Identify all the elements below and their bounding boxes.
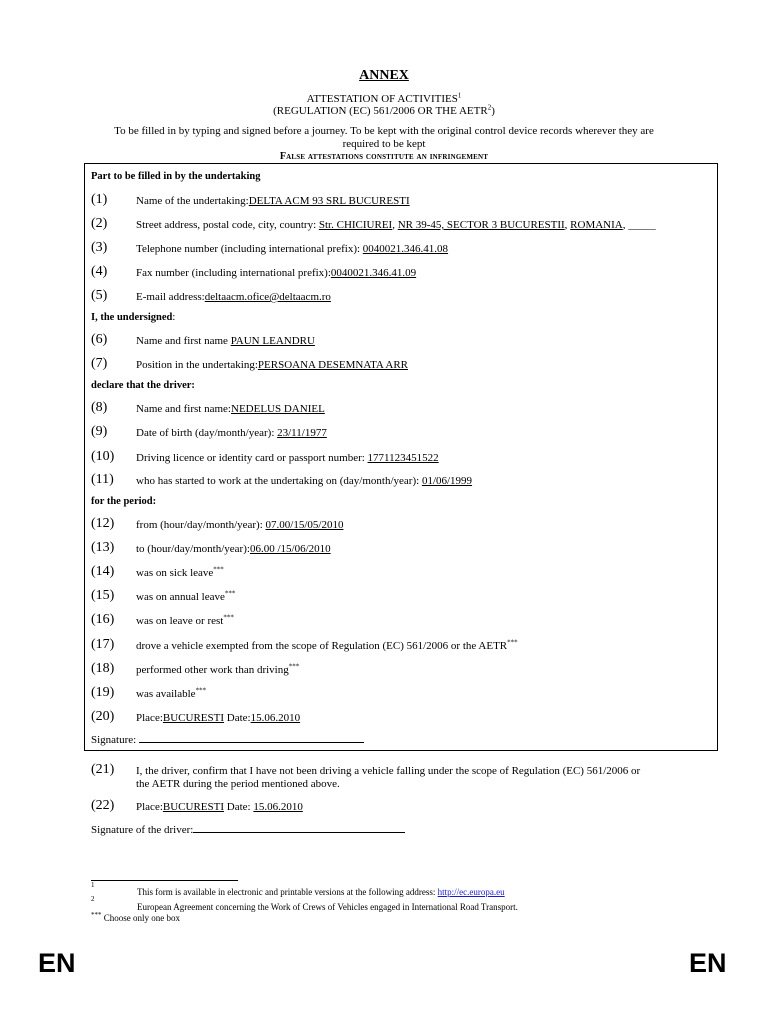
option-exempted-vehicle[interactable]: drove a vehicle exempted from the scope of Regulation (EC) 561/2006 or the AETR*** (136, 638, 518, 652)
item-7-number: (7) (91, 356, 108, 371)
signature-line (139, 733, 364, 743)
driver-place-date-field[interactable]: Place:BUCURESTI Date: 15.06.2010 (136, 801, 303, 813)
footnote-separator (91, 880, 238, 881)
email-field[interactable]: E-mail address:deltaacm.ofice@deltaacm.ro (136, 291, 331, 303)
option-annual-leave[interactable]: was on annual leave*** (136, 589, 236, 603)
footnote-1-mark: 1 (91, 881, 95, 889)
driver-confirmation-line-2: the AETR during the period mentioned above. (136, 778, 340, 790)
footnote-2: European Agreement concerning the Work of Crews of Vehicles engaged in International Road Transport. (137, 902, 518, 912)
footnote-3: *** Choose only one box (91, 911, 180, 923)
item-16-number: (16) (91, 612, 115, 627)
item-14-number: (14) (91, 564, 115, 579)
item-2-number: (2) (91, 216, 108, 231)
undertaking-name-field[interactable]: Name of the undertaking:DELTA ACM 93 SRL BUCURESTI (136, 195, 410, 207)
undertaking-place-date-field[interactable]: Place:BUCURESTI Date:15.06.2010 (136, 712, 301, 724)
option-available[interactable]: was available*** (136, 686, 207, 700)
item-18-number: (18) (91, 661, 115, 676)
period-to-field[interactable]: to (hour/day/month/year):06.00 /15/06/2010 (136, 543, 331, 555)
item-6-number: (6) (91, 332, 108, 347)
section-undersigned-heading: I, the undersigned: (91, 312, 176, 323)
employment-start-field[interactable]: who has started to work at the undertaking on (day/month/year): 01/06/1999 (136, 475, 473, 487)
item-11-number: (11) (91, 472, 114, 487)
signatory-name-field[interactable]: Name and first name PAUN LEANDRU (136, 335, 315, 347)
form-title: ATTESTATION OF ACTIVITIES$^1$ (306, 91, 462, 105)
ec-europa-link[interactable]: http://ec.europa.eu (437, 887, 505, 897)
section-period-heading: for the period: (91, 496, 157, 507)
driver-signature-line (193, 823, 405, 833)
street-address-field[interactable]: Street address, postal code, city, country: Str. CHICIUREI, NR 39-45, SECTOR 3 BUCURESTII, ROMANIA, _____ (136, 219, 656, 231)
driver-licence-field[interactable]: Driving licence or identity card or passport number: 1771123451522 (136, 452, 439, 464)
option-sick-leave[interactable]: was on sick leave*** (136, 565, 224, 579)
driver-signature-field[interactable]: Signature of the driver: (91, 823, 405, 836)
footnote-1: This form is available in electronic and printable versions at the following address: http://ec.europa.eu (137, 887, 505, 897)
language-mark-right: EN (689, 948, 727, 978)
item-4-number: (4) (91, 264, 108, 279)
signatory-position-field[interactable]: Position in the undertaking:PERSOANA DESEMNATA ARR (136, 359, 409, 371)
item-13-number: (13) (91, 540, 115, 555)
item-12-number: (12) (91, 516, 115, 531)
item-20-number: (20) (91, 709, 115, 724)
footnote-2-mark: 2 (91, 895, 95, 903)
undertaking-signature-field[interactable]: Signature: (91, 733, 364, 746)
driver-confirmation-line-1: I, the driver, confirm that I have not been driving a vehicle falling under the scope of Regulation (EC) 561/2006 or (136, 765, 641, 777)
fax-field[interactable]: Fax number (including international prefix):0040021.346.41.09 (136, 267, 417, 279)
item-5-number: (5) (91, 288, 108, 303)
regulation-reference: (REGULATION (EC) 561/2006 OR THE AETR$^2$) (273, 103, 495, 117)
driver-birth-date-field[interactable]: Date of birth (day/month/year): 23/11/1977 (136, 427, 327, 439)
driver-name-field[interactable]: Name and first name:NEDELUS DANIEL (136, 403, 325, 415)
telephone-field[interactable]: Telephone number (including international prefix): 0040021.346.41.08 (136, 243, 449, 255)
instructions-line-1: To be filled in by typing and signed before a journey. To be kept with the original control device records wherever they are (114, 125, 654, 137)
section-driver-heading: declare that the driver: (91, 380, 195, 391)
item-10-number: (10) (91, 449, 115, 464)
annex-title: ANNEX (359, 68, 409, 83)
item-1-number: (1) (91, 192, 108, 207)
item-22-number: (22) (91, 798, 115, 813)
item-21-number: (21) (91, 762, 115, 777)
section-undertaking-heading: Part to be filled in by the undertaking (91, 171, 261, 182)
item-8-number: (8) (91, 400, 108, 415)
item-19-number: (19) (91, 685, 115, 700)
item-9-number: (9) (91, 424, 108, 439)
item-3-number: (3) (91, 240, 108, 255)
language-mark-left: EN (38, 948, 76, 978)
item-15-number: (15) (91, 588, 115, 603)
footnote-ref-2: 2 (487, 103, 492, 112)
instructions-line-2: required to be kept (342, 138, 426, 150)
option-leave-or-rest[interactable]: was on leave or rest*** (136, 613, 234, 627)
option-other-work[interactable]: performed other work than driving*** (136, 662, 300, 676)
period-from-field[interactable]: from (hour/day/month/year): 07.00/15/05/2010 (136, 519, 344, 531)
infringement-warning: False attestations constitute an infringement (279, 151, 489, 162)
footnote-ref-1: 1 (457, 91, 462, 100)
item-17-number: (17) (91, 637, 115, 652)
